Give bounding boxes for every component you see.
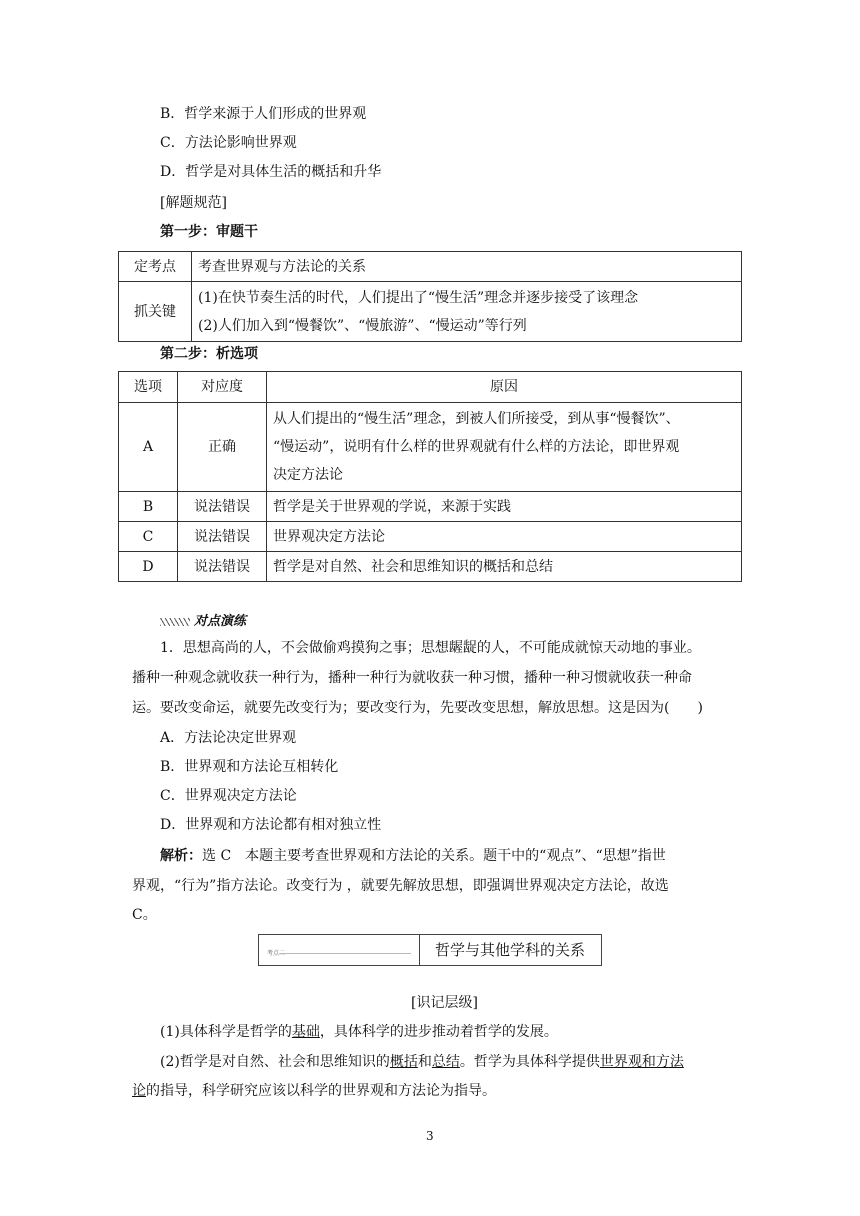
row-a-reason-3: 决定方法论 xyxy=(273,467,343,483)
recall-p1-underline: 基础 xyxy=(291,1024,320,1040)
question-line-1: 1．思想高尚的人，不会做偷鸡摸狗之事；思想龌龊的人，不可能成就惊天动地的事业。 xyxy=(160,640,701,656)
answer-label: 解析： xyxy=(160,848,202,864)
row-b-opt: B xyxy=(119,492,178,522)
topic-title: 哲学与其他学科的关系 xyxy=(435,941,586,959)
row2-line-1: (1)在快节奏生活的时代，人们提出了“慢生活”理念并逐步接受了该理念 xyxy=(198,289,639,306)
step1-title: 第一步：审题干 xyxy=(160,224,258,240)
row-a-opt: A xyxy=(119,403,178,492)
recall-p3-underline: 论 xyxy=(132,1083,146,1099)
step2-table xyxy=(118,371,742,582)
option-d: D．哲学是对具体生活的概括和升华 xyxy=(160,164,382,180)
row1-value: 考查世界观与方法论的关系 xyxy=(192,252,742,282)
page-number: 3 xyxy=(426,1129,434,1143)
header-fit: 对应度 xyxy=(178,372,267,403)
recall-p2-m: 和 xyxy=(417,1054,432,1070)
topic-tiny-label: 考点二 xyxy=(267,950,286,957)
recall-label: [识记层级] xyxy=(411,995,478,1011)
header-reason: 原因 xyxy=(267,372,742,403)
answer-text-1: 选 C 本题主要考查世界观和方法论的关系。题干中的“观点”、“思想”指世 xyxy=(202,848,666,864)
row-a-fit: 正确 xyxy=(178,403,267,492)
row-c-opt: C xyxy=(119,522,178,552)
practice-option-b: B．世界观和方法论互相转化 xyxy=(160,759,339,775)
row-c-reason: 世界观决定方法论 xyxy=(267,522,742,552)
question-line-2: 播种一种观念就收获一种行为，播种一种行为就收获一种习惯，播种一种习惯就收获一种命 xyxy=(132,670,692,686)
row-b-fit: 说法错误 xyxy=(178,492,267,522)
recall-p2-underline-2: 总结 xyxy=(431,1054,460,1070)
recall-p3 xyxy=(132,1081,496,1101)
row-d-opt: D xyxy=(119,552,178,582)
practice-banner xyxy=(160,610,246,629)
row-d-reason: 哲学是对自然、社会和思维知识的概括和总结 xyxy=(267,552,742,582)
header-option: 选项 xyxy=(119,372,178,403)
recall-p2-underline-3: 世界观和方法 xyxy=(599,1054,684,1070)
recall-p1 xyxy=(160,1022,558,1042)
option-b: B．哲学来源于人们形成的世界观 xyxy=(160,106,367,122)
option-c: C．方法论影响世界观 xyxy=(160,135,297,151)
practice-option-d: D．世界观和方法论都有相对独立性 xyxy=(160,817,382,833)
hatch-decoration xyxy=(160,618,190,626)
row-a-reason-1: 从人们提出的“慢生活”理念，到被人们所接受，到从事“慢餐饮”、 xyxy=(273,411,680,427)
step2-title: 第二步：析选项 xyxy=(160,346,258,362)
topic-rule xyxy=(279,953,411,954)
recall-p2 xyxy=(160,1052,684,1072)
answer-line-3: C。 xyxy=(132,907,157,923)
practice-banner-text: 对点演练 xyxy=(194,614,247,629)
row-c-fit: 说法错误 xyxy=(178,522,267,552)
recall-p2-underline-1: 概括 xyxy=(389,1054,418,1070)
topic-box xyxy=(258,934,602,966)
row2-label: 抓关键 xyxy=(119,282,192,342)
practice-option-c: C．世界观决定方法论 xyxy=(160,788,297,804)
guide-label: [解题规范] xyxy=(160,195,227,211)
recall-p2-a: (2)哲学是对自然、社会和思维知识的 xyxy=(160,1054,390,1070)
row-b-reason: 哲学是关于世界观的学说，来源于实践 xyxy=(267,492,742,522)
recall-p3-b: 的指导，科学研究应该以科学的世界观和方法论为指导。 xyxy=(146,1083,496,1099)
recall-p1-a: (1)具体科学是哲学的 xyxy=(160,1024,292,1040)
step1-table xyxy=(118,251,742,342)
row-d-fit: 说法错误 xyxy=(178,552,267,582)
topic-box-left xyxy=(259,935,420,965)
answer-line-1 xyxy=(160,846,666,866)
row2-line-2: (2)人们加入到“慢餐饮”、“慢旅游”、“慢运动”等行列 xyxy=(198,317,527,334)
row-a-reason-2: “慢运动”，说明有什么样的世界观就有什么样的方法论，即世界观 xyxy=(273,439,680,455)
question-line-3: 运。要改变命运，就要先改变行为；要改变行为，先要改变思想，解放思想。这是因为( ) xyxy=(132,700,703,716)
answer-line-2: 界观，“行为”指方法论。改变行为 ，就要先解放思想，即强调世界观决定方法论，故选 xyxy=(132,878,669,894)
row1-label: 定考点 xyxy=(119,252,192,282)
practice-option-a: A．方法论决定世界观 xyxy=(160,730,297,746)
recall-p2-b: 。哲学为具体科学提供 xyxy=(459,1054,600,1070)
recall-p1-b: ，具体科学的进步推动着哲学的发展。 xyxy=(319,1024,558,1040)
